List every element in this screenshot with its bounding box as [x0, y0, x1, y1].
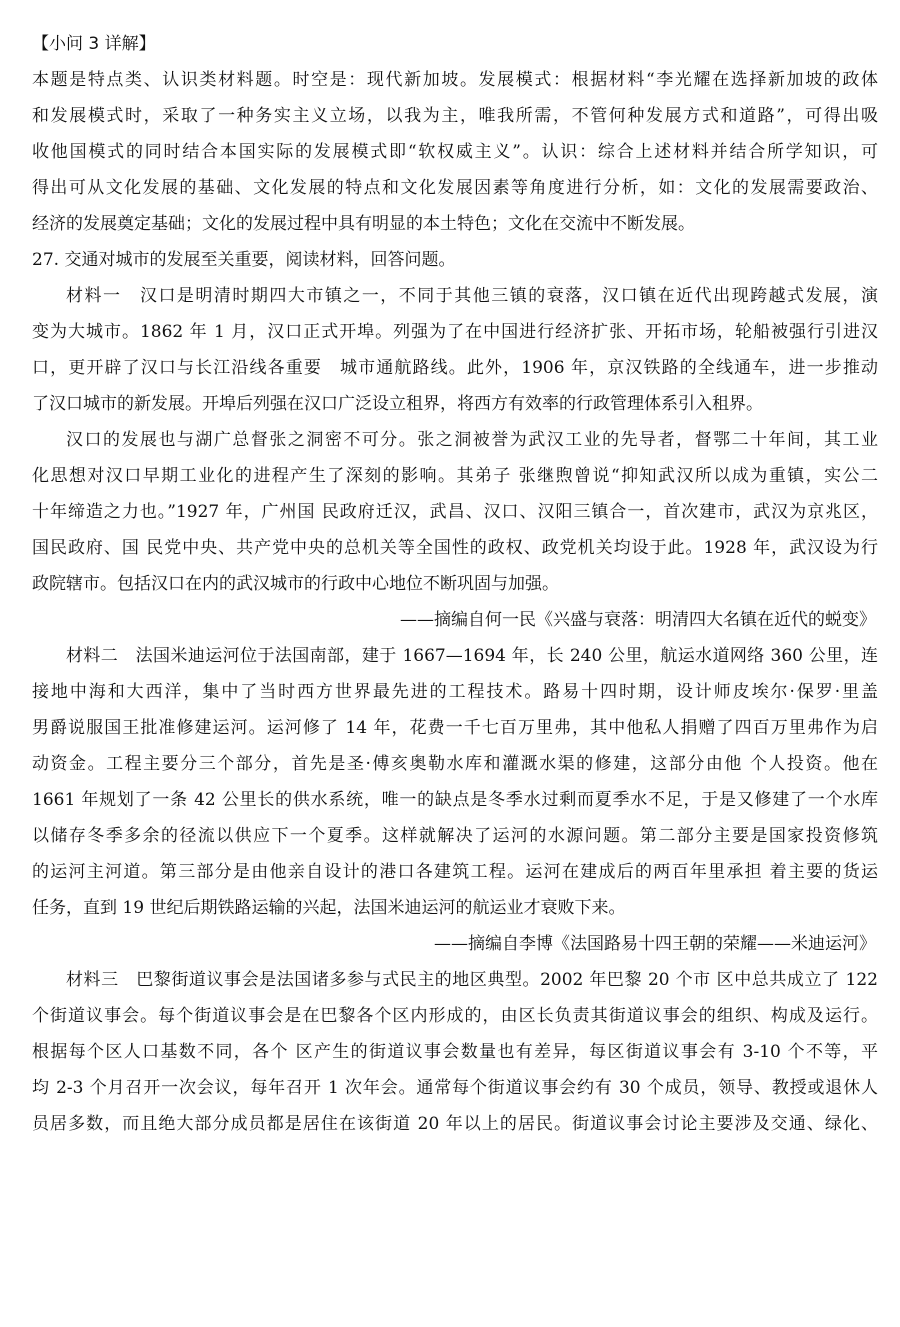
material-1-line: 政院辖市。包括汉口在内的武汉城市的行政中心地位不断巩固与加强。	[32, 574, 559, 594]
material-3-line: 个街道议事会。每个街道议事会是在巴黎各个区内形成的，由区长负责其街道议事会的组织、构成及运行。	[32, 1006, 878, 1026]
material-2-line: 动资金。工程主要分三个部分，首先是圣·傅亥奥勒水库和灌溉水渠的修建，这部分由他 个人投资。他在	[32, 754, 878, 774]
material-1-paragraph-1	[32, 278, 878, 422]
material-3-line: 根据每个区人口基数不同，各个 区产生的街道议事会数量也有差异，每区街道议事会有 3-10 个不等，平	[32, 1042, 878, 1062]
material-1-paragraph-2	[32, 422, 878, 602]
material-2-line: 男爵说服国王批准修建运河。运河修了 14 年，花费一千七百万里弗，其中他私人捐赠了四百万里弗作为启	[32, 718, 878, 738]
material-1-line: 了汉口城市的新发展。开埠后列强在汉口广泛设立租界，将西方有效率的行政管理体系引入租界。	[32, 394, 763, 414]
material-2-line: 以储存冬季多余的径流以供应下一个夏季。这样就解决了运河的水源问题。第二部分主要是国家投资修筑	[32, 826, 878, 846]
material-3-line: 材料三 巴黎街道议事会是法国诸多参与式民主的地区典型。2002 年巴黎 20 个市 区中总共成立了 122	[66, 970, 878, 990]
material-2-paragraph	[32, 638, 878, 926]
analysis-line: 经济的发展奠定基础；文化的发展过程中具有明显的本土特色；文化在交流中不断发展。	[32, 214, 695, 234]
analysis-paragraph	[32, 62, 878, 242]
material-2-line: 1661 年规划了一条 42 公里长的供水系统，唯一的缺点是冬季水过剩而夏季水不足，于是又修建了一个水库	[32, 790, 878, 810]
document-page	[32, 26, 878, 1142]
analysis-line: 和发展模式时，采取了一种务实主义立场，以我为主，唯我所需，不管何种发展方式和道路”，可得出吸	[32, 106, 878, 126]
material-1-source: ——摘编自何一民《兴盛与衰落：明清四大名镇在近代的蜕变》	[400, 610, 876, 630]
material-2-line: 的运河主河道。第三部分是由他亲自设计的港口各建筑工程。运河在建成后的两百年里承担 着主要的货运	[32, 862, 878, 882]
analysis-line: 本题是特点类、认识类材料题。时空是：现代新加坡。发展模式：根据材料“李光耀在选择新加坡的政体	[32, 70, 878, 90]
material-1-line: 国民政府、国 民党中央、共产党中央的总机关等全国性的政权、政党机关均设于此。1928 年，武汉设为行	[32, 538, 878, 558]
material-1-line: 口，更开辟了汉口与长江沿线各重要 城市通航路线。此外，1906 年，京汉铁路的全线通车，进一步推动	[32, 358, 878, 378]
material-1-line: 化思想对汉口早期工业化的进程产生了深刻的影响。其弟子 张继煦曾说“抑知武汉所以成为重镇，实公二	[32, 466, 878, 486]
material-2-line: 接地中海和大西洋，集中了当时西方世界最先进的工程技术。路易十四时期，设计师皮埃尔·保罗·里盖	[32, 682, 878, 702]
material-2-line: 材料二 法国米迪运河位于法国南部，建于 1667—1694 年，长 240 公里，航运水道网络 360 公里，连	[66, 646, 878, 666]
material-3-line: 均 2-3 个月召开一次会议，每年召开 1 次年会。通常每个街道议事会约有 30 个成员，领导、教授或退休人	[32, 1078, 878, 1098]
analysis-line: 收他国模式的同时结合本国实际的发展模式即“软权威主义”。认识：综合上述材料并结合所学知识，可	[32, 142, 878, 162]
material-3-paragraph	[32, 962, 878, 1142]
material-3-line: 员居多数，而且绝大部分成员都是居住在该街道 20 年以上的居民。街道议事会讨论主要涉及交通、绿化、	[32, 1114, 878, 1134]
material-2-line: 任务，直到 19 世纪后期铁路运输的兴起，法国米迪运河的航运业才衰败下来。	[32, 898, 626, 918]
material-1-line: 汉口的发展也与湖广总督张之洞密不可分。张之洞被誉为武汉工业的先导者，督鄂二十年间，其工业	[66, 430, 878, 450]
material-1-line: 变为大城市。1862 年 1 月，汉口正式开埠。列强为了在中国进行经济扩张、开拓市场，轮船被强行引进汉	[32, 322, 878, 342]
material-2-source: ——摘编自李博《法国路易十四王朝的荣耀——米迪运河》	[434, 934, 876, 954]
material-1-line: 材料一 汉口是明清时期四大市镇之一，不同于其他三镇的衰落，汉口镇在近代出现跨越式发展，演	[66, 286, 878, 306]
section-header: 【小问 3 详解】	[32, 34, 156, 54]
analysis-line: 得出可从文化发展的基础、文化发展的特点和文化发展因素等角度进行分析，如：文化的发展需要政治、	[32, 178, 878, 198]
question-27-prompt: 27. 交通对城市的发展至关重要，阅读材料，回答问题。	[32, 250, 456, 270]
material-1-line: 十年缔造之力也。”1927 年，广州国 民政府迁汉，武昌、汉口、汉阳三镇合一，首次建市，武汉为京兆区，	[32, 502, 878, 522]
